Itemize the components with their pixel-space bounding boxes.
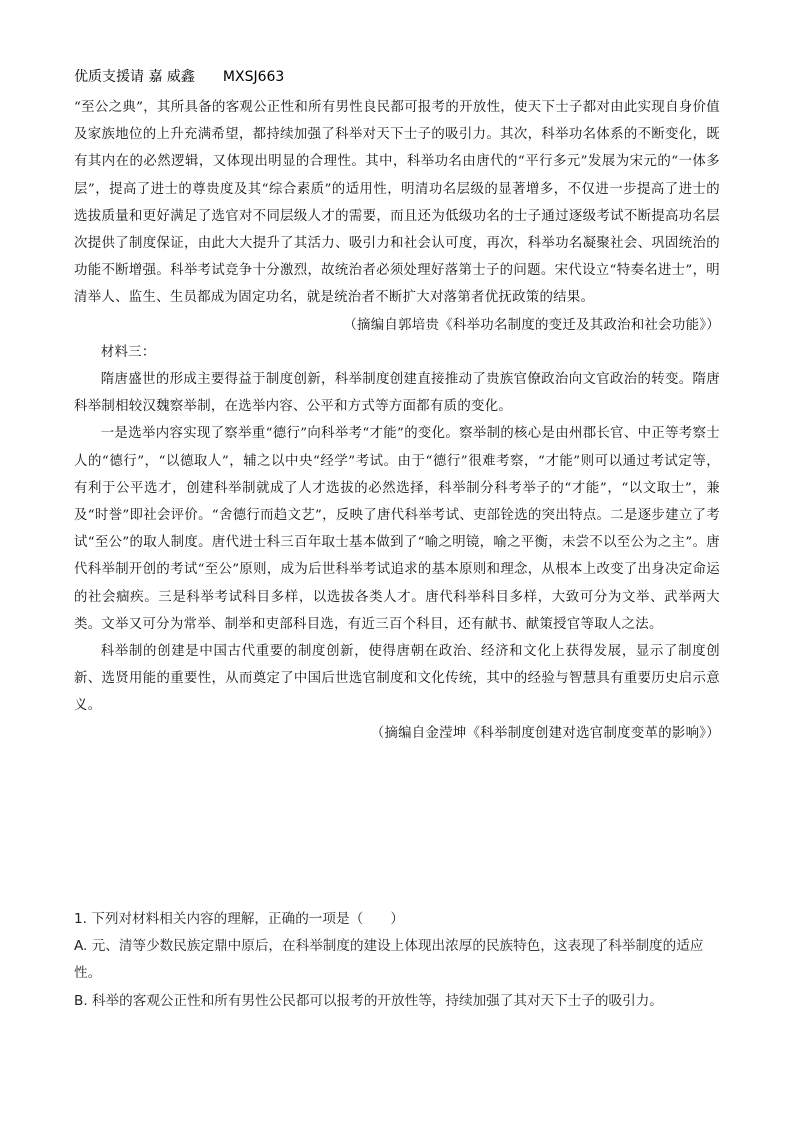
question-block bbox=[74, 906, 724, 1015]
passage-paragraph-3: 一是选举内容实现了察举重“德行”向科举考“才能”的变化。察举制的核心是由州郡长官、中正等考察士人的“德行”，“以德取人”，辅之以中央“经学”考试。由于“德行”很难考察，“才能”则可以通过考试定等，有利于公平选才，创建科举制就成了人才选拔的必然选择，科举制分科考举子的“才能”，“以文取士”，兼及“时誉”即社会评价。“舍德行而趋文艺”，反映了唐代科举考试、吏部铨选的突出特点。二是逐步建立了考试“至公”的取人制度。唐代进士科三百年取士基本做到了“喻之明镜，喻之平衡，未尝不以至公为之主”。唐代科举制开创的考试“至公”原则，成为后世科举考试追求的基本原则和理念，从根本上改变了出身决定命运的社会痼疾。三是科举考试科目多样，以选拔各类人才。唐代科举科目多样，大致可分为文举、武举两大类。文举又可分为常举、制举和吏部科目选，有近三百个科目，还有献书、献策授官等取人之法。 bbox=[74, 426, 720, 632]
passage-paragraph-1: “至公之典”，其所具备的客观公正性和所有男性良民都可报考的开放性，使天下士子都对由此实现自身价值及家族地位的上升充满希望，都持续加强了科举对天下士子的吸引力。其次，科举功名体系的不断变化，既有其内在的必然逻辑，又体现出明显的合理性。其中，科举功名由唐代的“平行多元”发展为宋元的“一体多层”，提高了进士的尊贵度及其“综合素质”的适用性，明清功名层级的显著增多，不仅进一步提高了进士的选拔质量和更好满足了选官对不同层级人才的需要，而且还为低级功名的士子通过逐级考试不断提高功名层次提供了制度保证，由此大大提升了其活力、吸引力和社会认可度，再次，科举功名凝聚社会、巩固统治的功能不断增强。科举考试竞争十分激烈，故统治者必须处理好落第士子的问题。宋代设立“特奏名进士”，明清举人、监生、生员都成为固定功名，就是统治者不断扩大对落第者优抚政策的结果。 bbox=[74, 100, 720, 306]
passage-body bbox=[74, 94, 720, 747]
source-citation-1: （摘编自郭培贵《科举功名制度的变迁及其政治和社会功能》） bbox=[343, 317, 720, 333]
header-code: MXSJ663 bbox=[222, 69, 285, 85]
header-label: 优质支援请 嘉 威鑫 bbox=[74, 69, 195, 85]
passage-paragraph-4: 科举制的创建是中国古代重要的制度创新，使得唐朝在政治、经济和文化上获得发展，显示了制度创新、选贤用能的重要性，从而奠定了中国后世选官制度和文化传统，其中的经验与智慧具有重要历史启示意义。 bbox=[74, 644, 720, 714]
question-1: 1. 下列对材料相关内容的理解，正确的一项是（ ） bbox=[74, 911, 404, 927]
material-three-title: 材料三： bbox=[100, 344, 156, 360]
option-a: A. 元、清等少数民族定鼎中原后，在科举制度的建设上体现出浓厚的民族特色，这表现了科举制度的适应性。 bbox=[74, 938, 704, 982]
source-citation-2: （摘编自金滢坤《科举制度创建对选官制度变革的影响》） bbox=[370, 725, 720, 741]
page-header bbox=[74, 66, 284, 86]
option-b: B. 科举的客观公正性和所有男性公民都可以报考的开放性等，持续加强了其对天下士子的吸引力。 bbox=[74, 992, 663, 1009]
passage-paragraph-2: 隋唐盛世的形成主要得益于制度创新，科举制度创建直接推动了贵族官僚政治向文官政治的转变。隋唐科举制相较汉魏察举制，在选举内容、公平和方式等方面都有质的变化。 bbox=[74, 372, 720, 415]
